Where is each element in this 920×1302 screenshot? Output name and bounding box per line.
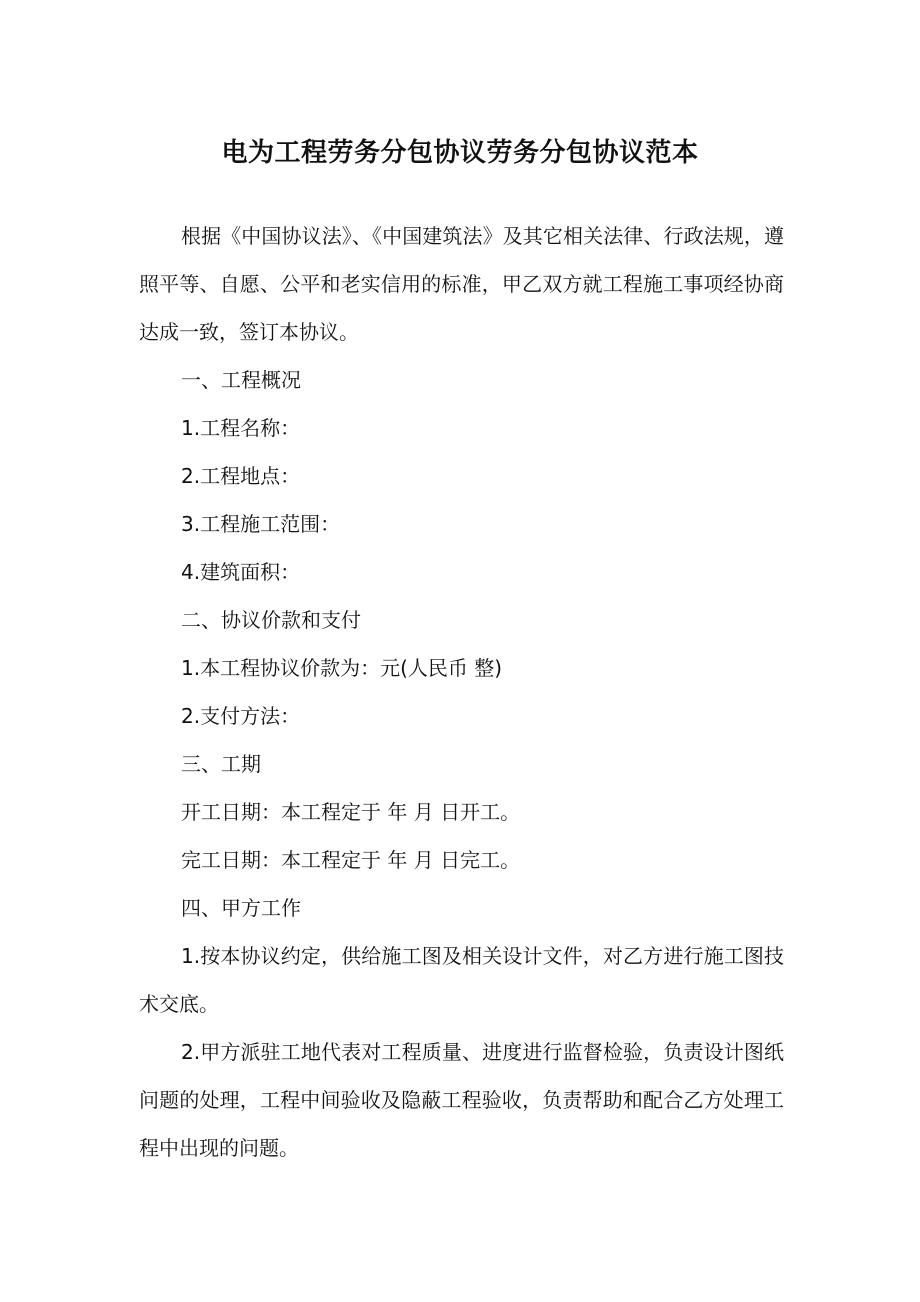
item-party-a-duty-2: 2.甲方派驻工地代表对工程质量、进度进行监督检验，负责设计图纸问题的处理，工程中间验收及隐蔽工程验收，负责帮助和配合乙方处理工程中出现的问题。 xyxy=(139,1040,784,1160)
item-construction-scope: 3.工程施工范围： xyxy=(181,512,341,536)
item-contract-price: 1.本工程协议价款为：元(人民币 整) xyxy=(181,656,503,680)
section-heading-contract-price: 二、协议价款和支付 xyxy=(181,608,361,632)
document-title: 电为工程劳务分包协议劳务分包协议范本 xyxy=(221,138,699,169)
section-heading-project-overview: 一、工程概况 xyxy=(181,368,301,392)
document-body xyxy=(139,212,784,1172)
item-project-location: 2.工程地点： xyxy=(181,464,301,488)
item-building-area: 4.建筑面积： xyxy=(181,560,301,584)
item-start-date: 开工日期：本工程定于 年 月 日开工。 xyxy=(181,800,521,824)
intro-paragraph: 根据《中国协议法》、《中国建筑法》及其它相关法律、行政法规，遵照平等、自愿、公平和老实信用的标准，甲乙双方就工程施工事项经协商达成一致，签订本协议。 xyxy=(139,224,784,344)
section-heading-party-a-duties: 四、甲方工作 xyxy=(181,896,301,920)
section-heading-schedule: 三、工期 xyxy=(181,752,261,776)
item-completion-date: 完工日期：本工程定于 年 月 日完工。 xyxy=(181,848,521,872)
item-party-a-duty-1: 1.按本协议约定，供给施工图及相关设计文件，对乙方进行施工图技术交底。 xyxy=(139,944,784,1016)
item-payment-method: 2.支付方法： xyxy=(181,704,301,728)
item-project-name: 1.工程名称： xyxy=(181,416,301,440)
